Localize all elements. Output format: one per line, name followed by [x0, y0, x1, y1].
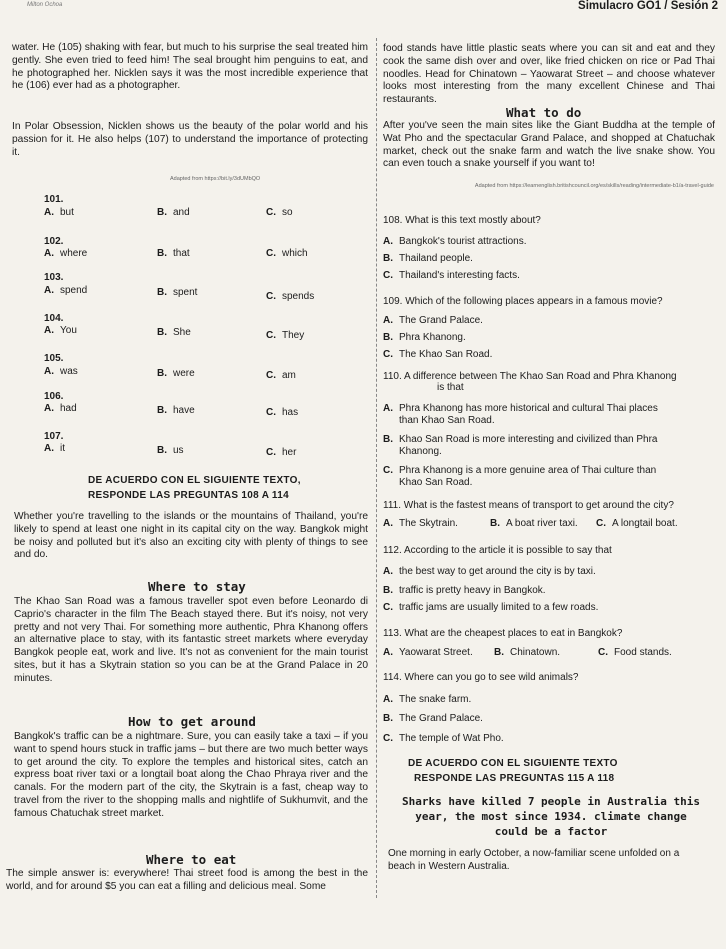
option-c[interactable]: C. her [266, 447, 297, 458]
option-c[interactable]: C. which [266, 248, 308, 259]
option-c[interactable]: C. The temple of Wat Pho. [383, 733, 504, 744]
publisher-logo: Milton Ochoa [27, 2, 63, 8]
option-b[interactable]: B. Thailand people. [383, 253, 473, 264]
option-b[interactable]: B. She [157, 327, 191, 338]
instruction-line-1: DE ACUERDO CON EL SIGUIENTE TEXTO [408, 758, 618, 769]
option-b[interactable]: B. Khao San Road is more interesting and civilized than Phra [383, 434, 658, 445]
question-stem-cont: is that [437, 382, 464, 393]
option-a[interactable]: A. Bangkok's tourist attractions. [383, 236, 527, 247]
source-citation: Adapted from https://learnenglish.britishcouncil.org/es/skills/reading/intermediate-b1/a-travel-guide [474, 183, 714, 189]
intro-paragraph: Whether you're travelling to the islands or the mountains of Thailand, you're likely to spend at least one night in its capital city on the way. Bangkok might be noisy and polluted but it's also an exciting city with plenty of things to see and do. [14, 511, 368, 561]
option-a[interactable]: A. it [44, 443, 65, 454]
option-a[interactable]: A. Phra Khanong has more historical and cultural Thai places [383, 403, 658, 414]
option-c[interactable]: C. A longtail boat. [596, 518, 678, 529]
instruction-line-2: RESPONDE LAS PREGUNTAS 108 A 114 [88, 490, 289, 501]
headline-line-3: could be a factor [494, 825, 608, 838]
page-title: Simulacro GO1 / Sesión 2 [578, 0, 718, 12]
option-a[interactable]: A. was [44, 366, 78, 377]
question-stem: 109. Which of the following places appears in a famous movie? [383, 296, 663, 307]
option-b[interactable]: B. A boat river taxi. [490, 518, 578, 529]
news-headline [380, 794, 722, 839]
option-b[interactable]: B. have [157, 405, 195, 416]
option-a[interactable]: A. The Grand Palace. [383, 315, 483, 326]
stay-paragraph: The Khao San Road was a famous traveller spot even before Leonardo di Caprio's character in the film The Beach stayed there. But it's noisy, not very pretty and not very Thai. For something more authentic, Phra Khanong offers an alternative place to stay, with its fantastic street markets where everyday Bangkok people eat, work and live. It's not as convenient for the main tourist sites, but it has a Skytrain station so you can be at the Grand Palace in 20 minutes. [14, 596, 368, 684]
option-a[interactable]: A. the best way to get around the city is by taxi. [383, 566, 596, 577]
option-b[interactable]: B. and [157, 207, 190, 218]
option-c[interactable]: C. am [266, 370, 296, 381]
question-stem: 113. What are the cheapest places to eat in Bangkok? [383, 628, 623, 639]
article-paragraph: One morning in early October, a now-familiar scene unfolded on a beach in Western Australia. [388, 848, 680, 872]
question-stem: 111. What is the fastest means of transport to get around the city? [383, 500, 674, 511]
do-paragraph: After you've seen the main sites like the Giant Buddha at the temple of Wat Pho and the spectacular Grand Palace, and shopped at Chatuchak market, check out the snake farm and watch the live snake show. You can even touch a snake yourself if you want to! [383, 120, 715, 170]
option-b[interactable]: B. us [157, 445, 184, 456]
page-header [0, 0, 726, 16]
around-paragraph: Bangkok's traffic can be a nightmare. Sure, you can easily take a taxi – if you want to spend hours stuck in traffic jams – but there are two much better ways to get around the city. To explore the temples and historical sites, catch an express boat river taxi or a longtail boat along the Chao Phraya river and the canals. For the modern part of the city, the Skytrain is a fast, cheap way to travel from the river to the shopping malls and nightlife of Sukhumvit, and the famous Chatuchak street market. [14, 731, 368, 819]
option-b[interactable]: B. Phra Khanong. [383, 332, 466, 343]
option-c[interactable]: C. They [266, 330, 305, 341]
question-number: 104. [44, 313, 64, 324]
question-number: 103. [44, 272, 64, 283]
headline-line-2: year, the most since 1934. climate change [415, 810, 687, 823]
option-b[interactable]: B. Chinatown. [494, 647, 561, 658]
right-paragraph-1: food stands have little plastic seats where you can sit and eat and they cook the same dish over and over, like fried chicken on rice or Pad Thai noodles. Head for Chinatown – Yaowarat Street – and choose whatever looks most interesting from the many excellent Chinese and Thai restaurants. [383, 43, 715, 106]
option-c[interactable]: C. spends [266, 291, 315, 302]
headline-line-1: Sharks have killed 7 people in Australia this [401, 795, 700, 808]
question-number: 105. [44, 353, 64, 364]
section-heading-around: How to get around [128, 714, 256, 729]
section-heading-do: What to do [506, 105, 582, 120]
option-c[interactable]: C. has [266, 407, 299, 418]
option-b[interactable]: B. that [157, 248, 190, 259]
option-b[interactable]: B. traffic is pretty heavy in Bangkok. [383, 585, 546, 596]
instruction-line-1: DE ACUERDO CON EL SIGUIENTE TEXTO, [88, 475, 301, 486]
option-b-cont: Khanong. [399, 446, 442, 457]
question-number: 106. [44, 391, 64, 402]
option-a[interactable]: A. where [44, 248, 88, 259]
option-a[interactable]: A. but [44, 207, 74, 218]
option-c[interactable]: C. so [266, 207, 293, 218]
option-b[interactable]: B. The Grand Palace. [383, 713, 483, 724]
option-c[interactable]: C. Thailand's interesting facts. [383, 270, 520, 281]
option-a-cont: than Khao San Road. [399, 415, 495, 426]
question-number: 102. [44, 236, 64, 247]
passage-paragraph-1: water. He (105) shaking with fear, but much to his surprise the seal treated him gently. She even tried to feed him! The seal brought him penguins to eat, and he photographed her. Nicklen says it was the most incredible experience that he (106) ever had as a photographer. [12, 42, 368, 92]
source-citation: Adapted from https://bit.ly/3dUMbQO [170, 176, 261, 182]
option-c[interactable]: C. The Khao San Road. [383, 349, 493, 360]
section-heading-stay: Where to stay [148, 579, 246, 594]
eat-paragraph: The simple answer is: everywhere! Thai street food is among the best in the world, and for around $5 you can eat a filling and delicious meal. Some [6, 868, 368, 892]
instruction-line-2: RESPONDE LAS PREGUNTAS 115 A 118 [414, 773, 615, 784]
option-c[interactable]: C. Food stands. [598, 647, 672, 658]
option-a[interactable]: A. The Skytrain. [383, 518, 458, 529]
column-divider [376, 38, 377, 898]
question-number: 107. [44, 431, 64, 442]
question-number: 101. [44, 194, 64, 205]
option-c-cont: Khao San Road. [399, 477, 473, 488]
question-stem: 108. What is this text mostly about? [383, 215, 541, 226]
option-c[interactable]: C. traffic jams are usually limited to a few roads. [383, 602, 599, 613]
option-a[interactable]: A. had [44, 403, 77, 414]
option-a[interactable]: A. You [44, 325, 77, 336]
question-stem: 112. According to the article it is possible to say that [383, 545, 612, 556]
option-c[interactable]: C. Phra Khanong is a more genuine area of Thai culture than [383, 465, 657, 476]
option-a[interactable]: A. The snake farm. [383, 694, 472, 705]
passage-paragraph-2: In Polar Obsession, Nicklen shows us the beauty of the polar world and his passion for it. He also helps (107) to understand the importance of protecting it. [12, 121, 368, 158]
section-heading-eat: Where to eat [146, 852, 237, 867]
option-a[interactable]: A. Yaowarat Street. [383, 647, 473, 658]
option-b[interactable]: B. spent [157, 287, 198, 298]
option-b[interactable]: B. were [157, 368, 195, 379]
question-stem: 114. Where can you go to see wild animals? [383, 672, 579, 683]
option-a[interactable]: A. spend [44, 285, 88, 296]
question-stem: 110. A difference between The Khao San Road and Phra Khanong [383, 371, 677, 382]
